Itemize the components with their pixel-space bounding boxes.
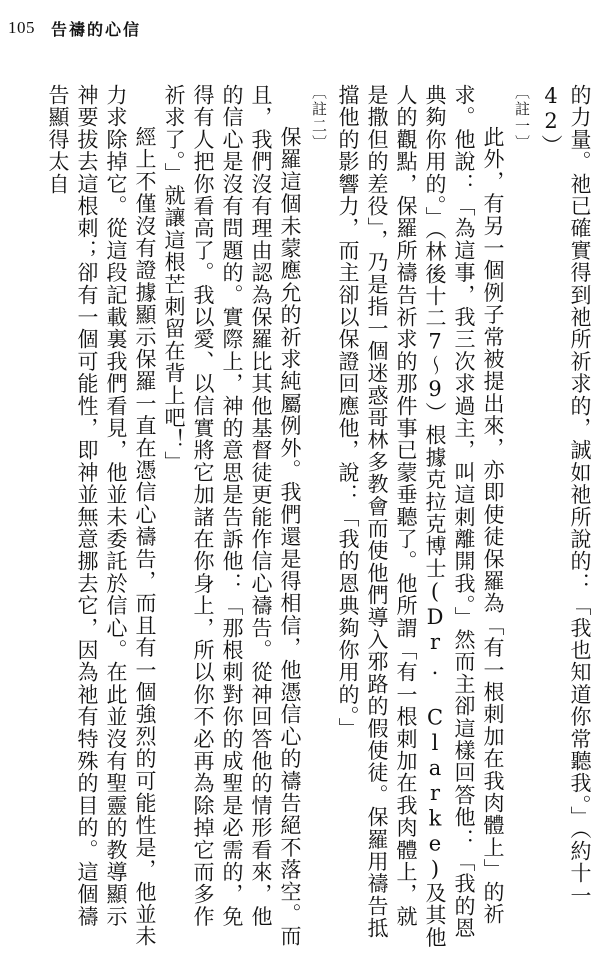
footnote-marker-1: 〔註一〕 xyxy=(513,84,531,152)
running-title: 告禱的心信 xyxy=(51,19,142,39)
paragraph-2: 保羅這個未蒙應允的祈求純屬例外。我們還是得相信，他憑信心的禱告絕不落空。而且，我們沒有理由認為保羅比其他基督徒更能作信心禱告。從神回答他的情形看來，他的信心是沒有問題的。實際上，神的意思是告訴他：「那根刺對你的成聖是必需的，免得有人把你看高了。我以愛、以信實將它加諸在你身上，所以你不必再為除掉它而多作祈求了。」就讓這根芒刺留在背上吧！」 xyxy=(162,84,302,948)
paragraph-continued: 的力量。祂已確實得到祂所祈求的，誠如祂所說的：「我也知道你常聽我。」（約十一42） xyxy=(539,84,592,907)
page-header xyxy=(8,16,141,40)
page-number: 105 xyxy=(8,18,35,37)
footnote-marker-2: 〔註二〕 xyxy=(310,84,328,152)
paragraph-1: 此外，有另一個例子常被提出來，亦即使徒保羅為「有一根刺加在我肉體上」的祈求。他說：「為這事，我三次求過主，叫這刺離開我。」然而主卻這樣回答他：「我的恩典夠你用的。」（林後十二7～9）根據克拉克博士(Dr. Clarke)及其他人的觀點，保羅所禱告祈求的那件事已蒙垂聽了。他所謂「有一根刺加在我肉體上，就是撒但的差役」，乃是指一個迷惑哥林多教會而使他們導入邪路的假使徒。保羅用禱告抵擋他的影響力，而主卻以保證回應他，說：「我的恩典夠你用的。」 xyxy=(336,84,505,949)
vertical-text-body xyxy=(8,84,594,949)
paragraph-3: 經上不僅沒有證據顯示保羅一直在憑信心禱告，而且有一個強烈的可能性是，他並未力求除掉它。從這段記載裏我們看見，他並未委託於信心。在此並沒有聖靈的教導顯示神要拔去這根刺；卻有一個可能性，即神並無意挪去它，因為祂有特殊的目的。這個禱告顯得太自 xyxy=(46,84,157,948)
